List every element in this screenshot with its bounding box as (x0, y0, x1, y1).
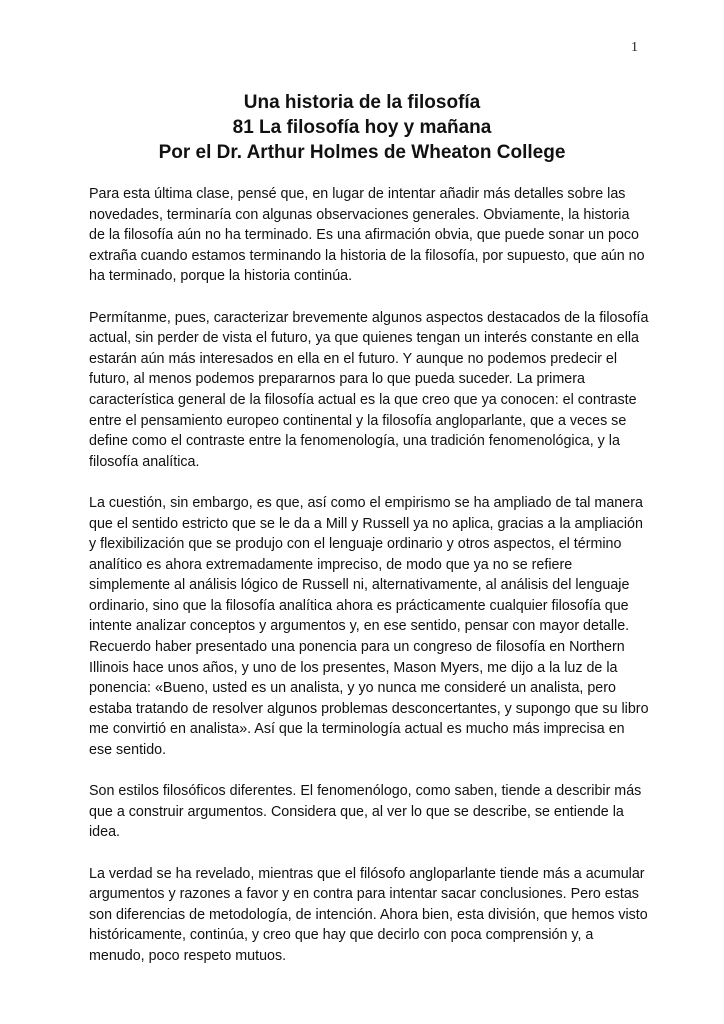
paragraph: Permítanme, pues, caracterizar brevemente algunos aspectos destacados de la filosofía actual, sin perder de vista el futuro, ya que quienes tengan un interés constante en ella estarán aún más interesados en ella en el futuro. Y aunque no podemos predecir el futuro, al menos podemos prepararnos para lo que pueda suceder. La primera característica general de la filosofía actual es la que creo que ya conocen: el contraste entre el pensamiento europeo continental y la filosofía angloparlante, que a veces se define como el contraste entre la fenomenología, una tradición fenomenológica, y la filosofía analítica. (89, 309, 649, 470)
paragraph: La verdad se ha revelado, mientras que el filósofo angloparlante tiende más a acumular argumentos y razones a favor y en contra para intentar sacar conclusiones. Pero estas son diferencias de metodología, de intención. Ahora bien, esta división, que hemos visto históricamente, continúa, y creo que hay que decirlo con poca comprensión y, a menudo, poco respeto mutuos. (89, 865, 648, 964)
document-body (89, 184, 649, 987)
paragraph: La cuestión, sin embargo, es que, así como el empirismo se ha ampliado de tal manera que el sentido estricto que se le da a Mill y Russell ya no aplica, gracias a la ampliación y flexibilización que se produjo con el lenguaje ordinario y otros aspectos, el término analítico es ahora extremadamente impreciso, de modo que ya no se refiere simplemente al análisis lógico de Russell ni, alternativamente, al análisis del lenguaje ordinario, sino que la filosofía analítica ahora es prácticamente cualquier filosofía que intente analizar conceptos y argumentos y, en ese sentido, pensar con mayor detalle. Recuerdo haber presentado una ponencia para un congreso de filosofía en Northern Illinois hace unos años, y uno de los presentes, Mason Myers, me dijo a la luz de la ponencia: «Bueno, usted es un analista, y yo nunca me consideré un analista, pero estaba tratando de resolver algunos problemas desconcertantes, y supongo que su libro me convirtió en analista». Así que la terminología actual es mucho más imprecisa en ese sentido. (89, 494, 649, 759)
document-title: Una historia de la filosofía (243, 92, 481, 113)
document-title-block (60, 90, 664, 165)
paragraph: Son estilos filosóficos diferentes. El fenomenólogo, como saben, tiende a describir más que a construir argumentos. Considera que, al ver lo que se describe, se entiende la idea. (89, 783, 642, 841)
author-line: Por el Dr. Arthur Holmes de Wheaton College (158, 142, 566, 163)
page-number: 1 (631, 40, 638, 55)
lecture-subtitle: 81 La filosofía hoy y mañana (232, 117, 492, 138)
paragraph: Para esta última clase, pensé que, en lugar de intentar añadir más detalles sobre las novedades, terminaría con algunas observaciones generales. Obviamente, la historia de la filosofía aún no ha terminado. Es una afirmación obvia, que puede sonar un poco extraña cuando estamos terminando la historia de la filosofía, por supuesto, que aún no ha terminado, porque la historia continúa. (89, 186, 645, 285)
